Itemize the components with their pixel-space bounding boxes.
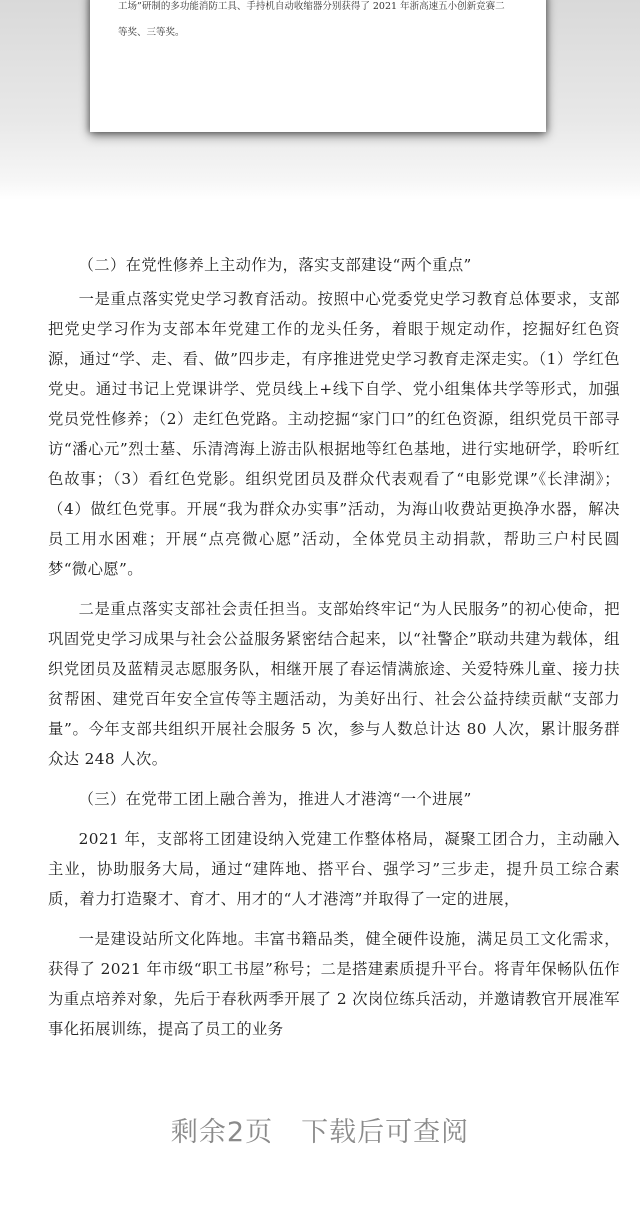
body-paragraph: 一是重点落实党史学习教育活动。按照中心党委党史学习教育总体要求，支部把党史学习作为支部本年党建工作的龙头任务，着眼于规定动作，挖掘好红色资源，通过“学、走、看、做”四步走，有序推进党史学习教育走深走实。（1）学红色党史。通过书记上党课讲学、党员线上+线下自学、党小组集体共学等形式，加强党员党性修养；（2）走红色党路。主动挖掘“家门口”的红色资源，组织党员干部寻访“潘心元”烈士墓、乐清湾海上游击队根据地等红色基地，进行实地研学，聆听红色故事；（3）看红色党影。组织党团员及群众代表观看了“电影党课”《长津湖》；（4）做红色党事。开展“我为群众办实事”活动，为海山收费站更换净水器，解决员工用水困难；开展“点亮微心愿”活动，全体党员主动捐款，帮助三户村民圆梦“微心愿”。: [48, 290, 620, 578]
section-heading-3: （三）在党带工团上融合善为，推进人才港湾“一个进展”: [78, 790, 472, 808]
previous-page-preview: [90, 0, 546, 132]
body-paragraph: 二是重点落实支部社会责任担当。支部始终牢记“为人民服务”的初心使命，把巩固党史学习成果与社会公益服务紧密结合起来，以“社警企”联动共建为载体，组织党团员及蓝精灵志愿服务队，相继开展了春运情满旅途、关爱特殊儿童、接力扶贫帮困、建党百年安全宣传等主题活动，为美好出行、社会公益持续贡献“支部力量”。今年支部共组织开展社会服务 5 次，参与人数总计达 80 人次，累计服务群众达 248 人次。: [48, 600, 620, 768]
body-paragraph: 一是建设站所文化阵地。丰富书籍品类，健全硬件设施，满足员工文化需求，获得了 2021 年市级“职工书屋”称号；二是搭建素质提升平台。将青年保畅队伍作为重点培养对象，先后于春秋两季开展了 2 次岗位练兵活动，并邀请教官开展准军事化拓展训练，提高了员工的业务: [48, 930, 620, 1038]
body-paragraph: 2021 年，支部将工团建设纳入党建工作整体格局，凝聚工团合力，主动融入主业，协助服务大局，通过“建阵地、搭平台、强学习”三步走，提升员工综合素质，着力打造聚才、育才、用才的“人才港湾”并取得了一定的进展，: [48, 830, 620, 908]
remaining-pages-notice[interactable]: 剩余2页 下载后可查阅: [170, 1117, 470, 1148]
section-heading-2: （二）在党性修养上主动作为，落实支部建设“两个重点”: [78, 256, 472, 274]
previous-page-line: 等奖、三等奖。: [118, 27, 185, 38]
previous-page-line: 工场”研制的多功能消防工具、手持机自动收缩器分别获得了 2021 年浙高速五小创新竞赛二: [118, 1, 505, 12]
document-body: [48, 250, 620, 1044]
